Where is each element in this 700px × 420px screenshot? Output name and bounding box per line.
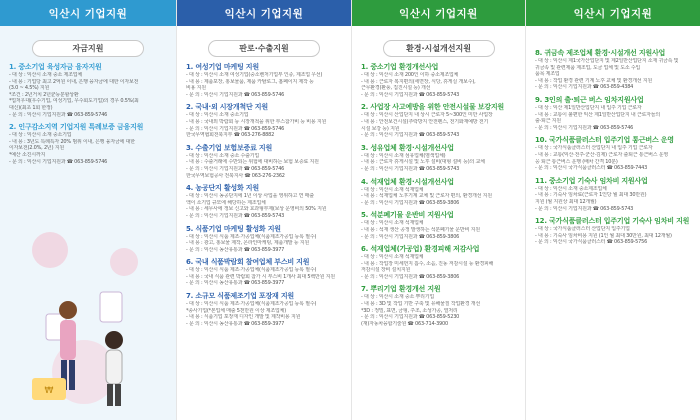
program-detail-line: *3D : 정밀, 표면, 금형, 주조, 소성가공, 열처리 [361,307,458,314]
panel-finance [0,0,176,420]
panel-sections [361,63,516,327]
program-detail-line: 시설 보강 등) 지원 [361,125,400,132]
program-detail-line: - 대 상 : 익산시 소재 중소 수출기업 [186,152,260,159]
program-detail-line: - 내 용 : 작업장 미세먼지 흡수, 소음, 진동 저감시설 등 환경피해 [361,260,494,267]
panel-subtitle: 자금지원 [32,40,144,57]
program-detail-line: 한국무역보험공사 전북지사 ☎ 063-276-2362 [186,172,285,179]
program-title: 3. 성유업체 환경·시설개선사업 [361,143,454,152]
program-detail-line: - 대 상 : 익산시 소재 석재업체 [361,254,424,261]
program-detail-line: - 문 의 : 익산시 기업지원과 ☎ 063-859-5743 [186,212,285,219]
program-detail-line: - 문 의 : 익산시 국가식품클러스터 ☎ 063-859-7443 [535,165,648,172]
support-program [361,285,516,327]
program-detail-line: - 대 상 : 국가식품클러스터 산업단지 입주기업 [535,226,630,233]
program-detail-line: - 대 상 : 익산시 식품 제조·가공업체(식품제조가공업 등록 필수) [186,267,317,274]
program-detail-line: *종사기업(*본업체 매출 5천만원 이상 제조업체) [186,307,286,314]
program-detail-line: - 대 상 : 익산시 소재 중소 제조업체 [9,72,83,78]
program-detail-line: - 대 상 : 익산시 농공단지에 1년 이상 사업을 영위하고 연 매출 [186,193,314,200]
program-title: 11. 중소기업 기숙사 임차비 지원사업 [535,176,648,185]
support-program [361,144,516,173]
support-program [186,144,342,179]
program-detail-line: - 대 상 : 익산시 제1국가산업단지 및 제2일반산업단지 소재 귀금속 및 [535,58,679,64]
panel-sections [186,63,342,327]
support-program [186,258,342,287]
panel-header-title: 익산시 기업지원 [48,7,128,20]
program-detail-line: - 대 상 : 익산시 소재 중소 뿌리기업 [361,294,435,301]
program-detail-line: - 대 상 : 익산시 소재 섬유업체(염색업체) [361,152,446,159]
program-detail-line: - 문 의 : 익산시 기업지원과 ☎ 063-859-5746 [186,91,285,98]
program-detail-line: - 내 용 : 3년도 특례특자 20% 범위 이내, 은행 융자금에 대한 [9,138,135,145]
program-detail-line: 지원 (월 지원상 최대 12개월) [535,198,597,205]
panel-environment-facility-continued [525,0,700,420]
program-detail-line: - 내 용 : 3D 및 작업 기반 구축 및 유해물질 작업환경 개선 [361,301,480,308]
panel-subtitle: 환경·시설개선지원 [383,40,495,57]
panel-header-title: 익산시 기업지원 [573,7,653,20]
program-detail-line: - 내 용 : 근로자 복지편의(세면장, 식당, 휴게실 개보수), [361,78,476,85]
program-detail-line: - 문 의 : 익산시 기업지원과 ☎ 063-859-5746 [9,111,108,118]
program-detail-line: - 내 용 : 기숙사 임차료(근로자 1인당 월 최대 30만원) [535,192,647,199]
program-detail-line: - 내 용 : 근로자 휴게시설 및 노후 설비(대형 설비 등)의 교체 [361,159,485,166]
program-detail-line: 출·퇴근 지원 [535,118,561,125]
program-title: 6. 국내 식품박람회 참여업체 부스비 지원 [186,258,310,267]
program-detail-line: - 내 용 : 기업당 최고 2억원 이내, 은행 융자금에 대한 이자보전 [9,78,139,85]
program-detail-line: 액이 소기업 규모에 해당하는 제조업체 [186,199,266,206]
program-detail-line: - 내 용 : 제품포장, 홍보물품, 제품 카탈로그, 홈페이지 제작 등 [186,78,314,85]
panel-header [177,0,351,26]
program-detail-line: - 대 상 : 익산시 산업단지 내 상시 근로자 5~300인 미만 사업장 [361,112,493,119]
support-program [361,178,516,207]
support-program [9,123,167,165]
program-title: 2. 국내·외 시장개척단 지원 [186,103,268,112]
program-detail-line: - 문 의 : 익산시 기업지원과 ☎ 063-859-5743 [361,165,460,172]
program-detail-line: - 내 용 : 광고, 홍보물 제작, 온라인마케팅, 제품개발 등 지원 [186,240,310,247]
program-detail-line: - 대 상 : 익산시 식품 제조·가공업체(식품제조가공업 등록 필수) [186,301,317,308]
support-program [361,211,516,240]
support-program [9,63,167,118]
program-detail-line: 근무환경(환풍, 집진시설 등) 개선 [361,85,431,92]
program-detail-line: - 대 상 : 익산시 소재 200인 이하 중소제조업체 [361,72,459,78]
program-detail-line: - 문 의 : 익산시 기업지원과 ☎ 063-859-3806 [361,273,460,280]
program-detail-line: *조건 : 2년거치 2년균등분할상환 [9,91,79,98]
panel-sections [535,49,691,246]
program-detail-line: - 내 용 : 안전보건시설(추락방지 안전펜스, 전기화재예방 전기 [361,118,489,125]
program-detail-line: - 내 용 : 세무사에 정보 신고와 효과형부제(보상 운영비의 50% 지원 [186,206,327,213]
program-detail-line: - 내 용 : 교통(익산·전주·군산·김제) 근로자 출퇴근 통근버스 운영 [535,151,668,158]
program-detail-line: 이자보전(2.0%, 2년) 지원 [9,145,64,152]
program-detail-line: - 문 의 : 익산시 기업지원과 ☎ 063-859-5743 [535,205,634,212]
panel-subtitle: 판로·수출지원 [208,40,320,57]
program-detail-line: *업처우대(우수기업, 여성기업, 우수회도기업)의 경우 0.5%(최 [9,98,139,105]
program-detail-line: - 문 의 : 익산시 기업지원과 ☎ 063-859-5746 [535,124,634,131]
program-detail-line: - 문 의 : 익산시 기업지원과 ☎ 063-859-5230 [361,314,460,321]
program-detail-line: - 대 상 : 익산시 소재 중소기업 [9,132,72,139]
panel-header-title: 익산시 기업지원 [224,7,304,20]
program-detail-line: - 문 의 : 익산시 국가식품클러스터 ☎ 063-859-5756 [535,239,648,246]
support-program [186,63,342,98]
program-detail-line: 응 퇴근 통근버스 운행 (배차 간격 10분) [535,158,618,165]
program-detail-line: - 내 용 : 기숙사 임차비용 지원 (1인 월 최대 30만원, 최대 12개월) [535,232,672,239]
program-detail-line: - 내 용 : 석재 생산 공정 발생하는 석분폐기물 운반비 지원 [361,226,480,233]
program-title: 1. 중소기업 환경개선사업 [361,63,439,71]
support-program [186,184,342,219]
panel-header [0,0,176,26]
support-program [186,103,342,138]
program-title: 7. 소규모 식품제조기업 포장재 지원 [186,292,294,301]
svg-text:₩: ₩ [44,386,54,396]
program-detail-line: - 내 용 : 석재업체 노후기계 교체 및 근로자 편의, 환경개선 지원 [361,193,492,200]
panel-header [352,0,525,26]
support-program [361,63,516,98]
program-detail-line: 한국무역협회전북지부 ☎ 063-276-8882 [186,132,275,139]
program-detail-line: 저감시설 장비 설치지원 [361,267,411,274]
program-title: 6. 석재업체(가공업) 환경피해 저감사업 [361,245,480,254]
program-title: 1. 여성기업 마케팅 지원 [186,63,259,71]
program-title: 1. 중소기업 육성자금 융자지원 [9,63,102,71]
program-detail-line: - 대 상 : 국가식품클러스터 산업단지 내 입주 기업 근로자 [535,145,653,152]
program-detail-line: *예산 소진시까지 [9,151,46,158]
program-detail-line: - 문 의 : 익산시 기업지원과 ☎ 063-859-5746 [186,165,285,172]
support-program [361,245,516,280]
program-title: 5. 석분폐기물 운반비 지원사업 [361,211,454,220]
support-program [186,225,342,254]
program-title: 8. 귀금속 제조업체 환경·시설개선 지원사업 [535,49,666,57]
support-program [535,136,691,171]
program-detail-line: - 내 용 : 교통이 불편한 익산 제1일반산업단지 내 근로자들의 [535,111,661,118]
support-program [535,96,691,131]
program-detail-line: (3.0 ~ 4.5%) 지원 [9,85,50,92]
program-detail-line: - 문 의 : 익산시 기업지원과 ☎ 063-859-5743 [361,91,460,98]
program-detail-line: - 내 용 : 식품기업 포장재 디자인 개발 및 제작비용 지원 [186,314,301,321]
business-people-illustration [14,222,164,412]
program-detail-line: - 대 상 : 익산시 소재 석재업체 [361,220,424,227]
support-program [186,292,342,327]
program-detail-line: - 문 의 : 익산시 기업지원과 ☎ 063-859-3806 [361,199,460,206]
program-title: 2. 인구감소지역 기업지원 특례보증 금융지원 [9,123,144,132]
program-title: 4. 농공단지 활성화 지원 [186,184,259,193]
program-detail-line: - 대 상 : 익산시 소재 석재업체 [361,186,424,193]
program-detail-line: 비용 지원 [186,85,206,92]
program-detail-line: - 내 용 : 수출거래에 수반되는 위험에 대비하는 보험 보증료 지원 [186,159,319,166]
program-detail-line: - 대 상 : 익산 제1일반산업단지 내 입주 기업 근로자 [535,104,642,111]
program-detail-line: 대신)(최초 1회 한정) [9,104,53,111]
program-detail-line: - 내 용 : 국내 식품 관련 박람회 참가 시 부스비 1개사 최대 5백만원 지원 [186,273,335,280]
program-title: 7. 뿌리기업 환경개선 지원 [361,285,441,294]
program-detail-line: - 대 상 : 익산시 소재 중소제조업체 [535,185,607,192]
program-detail-line: - 문 의 : 익산시 기업지원과 ☎ 063-859-5743 [361,132,460,139]
program-detail-line: - 문 의 : 익산시 기업지원과 ☎ 063-859-5746 [186,125,285,132]
support-program [535,177,691,212]
panel-header-title: 익산시 기업지원 [399,7,478,20]
panel-sections [9,63,167,165]
program-title: 5. 식품기업 마케팅 활성화 지원 [186,224,281,233]
program-detail-line: - 대 상 : 익산시 식품 제조·가공업체(식품제조가공업 등록 필수) [186,233,317,240]
program-detail-line: - 문 의 : 익산시 농산유통과 ☎ 063-859-3977 [186,320,285,327]
program-detail-line: - 내 용 : 작업 환경 관련 기계 노후 교체 및 환경개선 지원 [535,77,652,84]
support-program [535,49,691,91]
program-detail-line: - 문 의 : 익산시 기업지원과 ☎ 063-859-5746 [9,158,108,165]
program-detail-line: - 문 의 : 익산시 농산유통과 ☎ 063-859-3977 [186,280,285,287]
program-detail-line: - 문 의 : 익산시 기업지원과 ☎ 063-859-4384 [535,84,634,91]
program-title: 12. 국가식품클러스터 입주기업 기숙사 임차비 지원 [535,217,690,226]
support-program [535,217,691,246]
program-title: 10. 국가식품클러스터 입주기업 통근버스 운영 [535,136,674,145]
program-detail-line: - 문 의 : 익산시 농산유통과 ☎ 063-859-3977 [186,246,285,253]
program-title: 2. 사업장 사고예방을 위한 안전시설물 보강지원 [361,103,504,112]
panel-header [526,0,700,26]
panel-environment-facility [351,0,525,420]
program-detail-line: - 대 상 : 익산시 소재 중소기업 [186,112,249,119]
program-detail-line: 품목 제조업 [535,71,560,78]
program-detail-line: 귀금속 및 관련제품 제조업, 도금 업체 및 도소 수입 [535,64,641,71]
program-detail-line: - 문 의 : 익산시 기업지원과 ☎ 063-859-3806 [361,233,460,240]
program-detail-line: - 내 용 : 국내외 박람회 등 시장개척을 위한 부스참가비 등 비용 지원 [186,118,327,125]
program-title: 9. 3인의 출·퇴근 버스 임차지원사업 [535,95,644,104]
program-detail-line: - 대 상 : 익산시 소재 여성기업(중소벤처기업부 인증, 제조업 우선) [186,72,323,78]
program-title: 3. 수출기업 보험보증료 지원 [186,143,273,152]
program-detail-line: (재)자동차융합기술원 ☎ 063-714-3900 [361,320,448,327]
support-program [361,103,516,138]
program-title: 4. 석재업체 환경·시설개선사업 [361,177,454,186]
panel-sales-export [176,0,351,420]
